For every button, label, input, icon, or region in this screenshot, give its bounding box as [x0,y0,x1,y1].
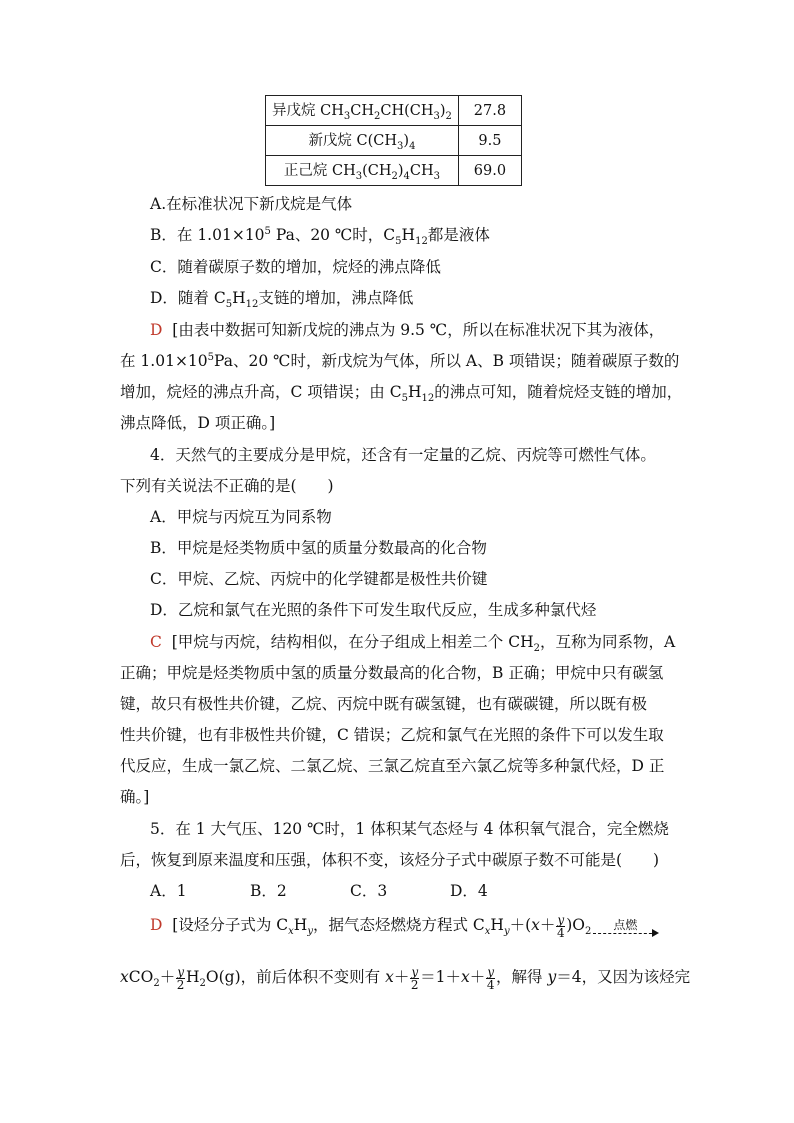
q4-option-d: D．乙烷和氯气在光照的条件下可发生取代反应，生成多种氯代烃 [150,601,597,619]
q5-explanation-line: xCO$_2$＋ $\frac{y}{2}$ $H_2O(g)$，前后体积不变则有 x＋ $\frac{y}{2}$ ＝1＋x＋ $\frac{y}{4}$ ，解得 y＝4，又因为该烃完 [120,964,691,992]
q3-answer: D [150,321,163,339]
table-cell-compound: 新戊烷 $C(CH_3)_4$ [266,126,459,156]
q5-option-c: C．3 [350,882,388,900]
q4-explanation-line: 确。] [120,788,150,806]
q5-answer: D [150,916,163,934]
table-cell-compound: 异戊烷 $CH_3CH_2CH(CH_3)_2$ [266,96,459,126]
q5-option-d: D．4 [450,882,488,900]
q3-option-c: C．随着碳原子数的增加，烷烃的沸点降低 [150,258,441,276]
q3-option-d: D．随着 $C_5H_{12}$支链的增加，沸点降低 [150,289,414,311]
q4-option-a: A．甲烷与丙烷互为同系物 [150,508,332,526]
table-row [266,96,522,126]
q4-option-b: B．甲烷是烃类物质中氢的质量分数最高的化合物 [150,539,487,557]
q5-option-a: A．1 [150,882,187,900]
q3-option-a: A.在标准状况下新戊烷是气体 [150,195,353,213]
q5-stem: 5．在 1 大气压、120 ℃时，1 体积某气态烃与 4 体积氧气混合，完全燃烧 [150,820,669,838]
fraction: $\frac{y}{4}$ [556,912,565,940]
q3-option-b: B．在 $1.01\times 10^5$ Pa、20 ℃时，$C_5H_{12}$都是液体 [150,225,490,248]
table-row [266,156,522,186]
table-row [266,126,522,156]
boiling-point-table [265,95,522,186]
q4-answer: C [150,633,162,651]
reaction-arrow: 点燃 [593,919,657,934]
fraction: $\frac{y}{2}$ [410,964,419,992]
q4-explanation-line: 代反应，生成一氯乙烷、二氯乙烷、三氯乙烷直至六氯乙烷等多种氯代烃，D 正 [120,757,665,775]
q4-explanation-line: 性共价键，也有非极性共价键，C 错误；乙烷和氯气在光照的条件下可以发生取 [120,726,664,744]
q3-explanation-line: D [由表中数据可知新戊烷的沸点为 9.5 ℃，所以在标准状况下其为液体， [150,321,665,339]
q3-explanation-line: 在 $1.01\times 10^5Pa$、20 ℃时，新戊烷为气体，所以 A、B 项错误；随着碳原子数的 [120,351,680,370]
q4-explanation-line: C [甲烷与丙烷，结构相似，在分子组成上相差二个 $CH_2$，互称为同系物，A [150,633,676,655]
q5-explanation-line: D [设烃分子式为 $C_xH_y$，据气态烃燃烧方程式 $C_xH_y+(x+$ $\frac{y}{4}$ )$O_2$ 点燃 [150,913,659,939]
q4-stem: 4．天然气的主要成分是甲烷，还含有一定量的乙烷、丙烷等可燃性气体。 [150,446,656,464]
q5-stem: 后，恢复到原来温度和压强，体积不变，该烃分子式中碳原子数不可能是( ) [120,851,660,869]
table-cell-value: 27.8 [458,96,521,126]
table-cell-value: 69.0 [458,156,521,186]
q4-stem: 下列有关说法不正确的是( ) [120,477,334,495]
q4-option-c: C．甲烷、乙烷、丙烷中的化学键都是极性共价键 [150,570,488,588]
fraction: $\frac{y}{4}$ [486,964,495,992]
q4-explanation-line: 正确；甲烷是烃类物质中氢的质量分数最高的化合物，B 正确；甲烷中只有碳氢 [120,664,664,682]
q5-option-b: B．2 [250,882,287,900]
q3-explanation-line: 增加，烷烃的沸点升高，C 项错误；由 $C_5H_{12}$的沸点可知，随着烷烃支链的增加， [120,383,683,405]
fraction: $\frac{y}{2}$ [176,964,185,992]
table-cell-compound: 正己烷 $CH_3(CH_2)_4CH_3$ [266,156,459,186]
q3-explanation-line: 沸点降低，D 项正确。] [120,414,276,432]
table-cell-value: 9.5 [458,126,521,156]
q4-explanation-line: 键，故只有极性共价键，乙烷、丙烷中既有碳氢键，也有碳碳键，所以既有极 [120,695,648,713]
